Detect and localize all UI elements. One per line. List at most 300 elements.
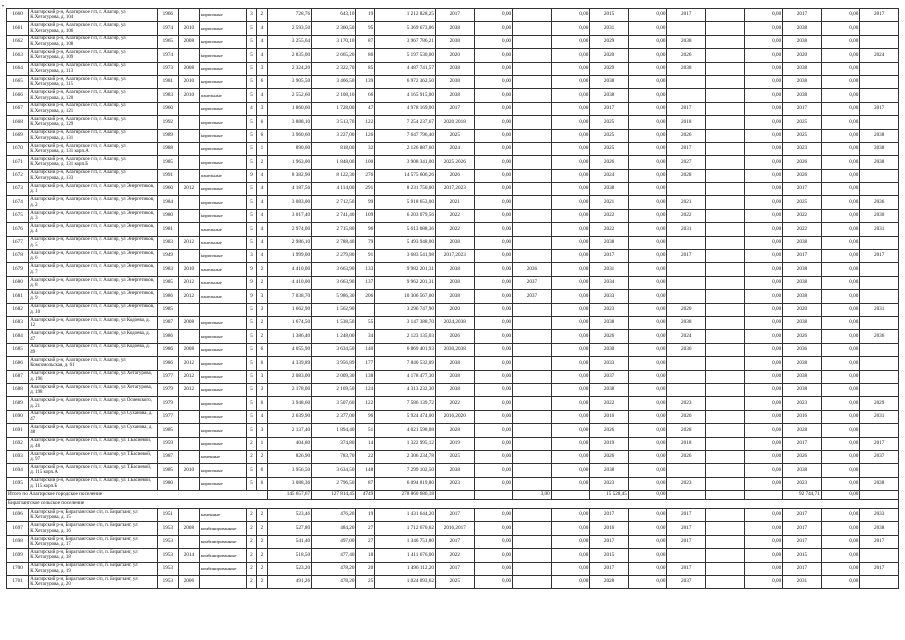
cell-c19: 0,00: [744, 156, 783, 169]
cell-c20: 2017: [783, 102, 822, 115]
cell-num: 1681: [7, 290, 29, 303]
cell-area_living: 2 715,80: [312, 223, 356, 236]
cell-c19: 0,00: [744, 250, 783, 263]
cell-residents: 32: [356, 142, 375, 155]
cell-c17: 2017: [667, 535, 706, 548]
cell-residents: 66: [356, 89, 375, 102]
cell-address: Алагирский р-н, Алагирское г/п, г. Алагир, ул Суханова, д. 48: [29, 424, 158, 437]
cell-c20: 2023: [783, 477, 822, 490]
cell-address: Алагирский р-н, Алагирское г/п, г. Алагир, ул Т.Басиевой, д. 48: [29, 437, 158, 450]
cell-num: 1664: [7, 62, 29, 75]
cell-year_built: 1986: [157, 357, 178, 370]
cell-area_living: 3 513,70: [312, 116, 356, 129]
cell-cost: 9 962 201,31: [375, 276, 436, 289]
cell-c14: 0,00: [551, 410, 590, 423]
cell-c18: [706, 223, 745, 236]
cell-address: Алагирский р-н, Алагирское г/п, г. Алагир, ул Энергетиков, д. 6: [29, 250, 158, 263]
cell-c22: 2031: [860, 223, 899, 236]
cell-residents: 27: [356, 522, 375, 535]
cell-year_plan: 2024: [435, 142, 474, 155]
cell-floors: 2: [246, 535, 257, 548]
cell-entrances: 2: [257, 522, 268, 535]
cell-residents: 25: [356, 576, 375, 589]
cell-c21: 0,00: [821, 303, 860, 316]
cell-c12: 0,00: [474, 397, 513, 410]
cell-wall: кирпичные: [199, 35, 246, 48]
cell-cost: 6 972 362,50: [375, 75, 436, 88]
cell-c18: [706, 209, 745, 222]
total-empty: [667, 491, 706, 500]
cell-year_built: 1977: [157, 410, 178, 423]
cell-c20: 2038: [783, 22, 822, 35]
cell-c17: 2037: [667, 576, 706, 589]
cell-c17: 2017: [667, 562, 706, 575]
cell-cost: 5 613 088,36: [375, 223, 436, 236]
cell-c21: 0,00: [821, 535, 860, 548]
cell-c13: [513, 209, 552, 222]
cell-c16: 0,00: [628, 410, 667, 423]
cell-entrances: 2: [257, 276, 268, 289]
cell-c15: 2019: [590, 437, 629, 450]
cell-area_total: 491,26: [267, 576, 311, 589]
cell-floors: 2: [246, 562, 257, 575]
cell-area_total: 8 382,90: [267, 169, 311, 182]
cell-c12: 0,00: [474, 250, 513, 263]
cell-c15: 2031: [590, 263, 629, 276]
cell-cost: 3 296 747,90: [375, 303, 436, 316]
cell-address: Алагирский р-н, Бирагзангское с/п, п. Бирагзанг, ул К.Хетагурова, д. 20: [29, 576, 158, 589]
cell-area_total: 4 055,90: [267, 343, 311, 356]
cell-floors: 5: [246, 330, 257, 343]
cell-num: 1688: [7, 383, 29, 396]
cell-c21: 0,00: [821, 49, 860, 62]
cell-c21: 0,00: [821, 263, 860, 276]
cell-c22: 2033: [860, 509, 899, 522]
cell-c20: 2017: [783, 250, 822, 263]
cell-c16: 0,00: [628, 509, 667, 522]
cell-year_built: 1974: [157, 49, 178, 62]
cell-c21: 0,00: [821, 250, 860, 263]
cell-residents: 51: [356, 424, 375, 437]
cell-c19: 0,00: [744, 116, 783, 129]
cell-c19: 0,00: [744, 303, 783, 316]
cell-c17: 2028: [667, 169, 706, 182]
table-row: [7, 156, 899, 169]
cell-area_total: 7 038,70: [267, 290, 311, 303]
cell-c13: [513, 522, 552, 535]
cell-c15: 2031: [590, 22, 629, 35]
cell-address: Алагирский р-н, Алагирское г/п, г. Алагир, ул Кодоева, д. 49: [29, 343, 158, 356]
cell-area_total: 4 410,00: [267, 263, 311, 276]
cell-residents: 126: [356, 129, 375, 142]
cell-c21: 0,00: [821, 397, 860, 410]
cell-c15: 2028: [590, 576, 629, 589]
cell-c14: 0,00: [551, 522, 590, 535]
cell-num: 1673: [7, 183, 29, 196]
cell-c22: 2024: [860, 49, 899, 62]
cell-area_living: 478,20: [312, 562, 356, 575]
cell-cost: 1 712 670,62: [375, 522, 436, 535]
cell-year_plan: 2017: [435, 535, 474, 548]
cell-year_renov: [178, 410, 199, 423]
cell-c18: [706, 330, 745, 343]
table-row: [7, 437, 899, 450]
cell-c22: [860, 276, 899, 289]
cell-year_plan: 2026: [435, 169, 474, 182]
cell-c15: 2015: [590, 549, 629, 562]
cell-c21: 0,00: [821, 370, 860, 383]
cell-year_renov: 2012: [178, 276, 199, 289]
cell-c15: 2025: [590, 129, 629, 142]
cell-wall: кирпичные: [199, 196, 246, 209]
cell-c15: 2020: [590, 49, 629, 62]
cell-c16: 0,00: [628, 89, 667, 102]
cell-c21: 0,00: [821, 450, 860, 463]
cell-year_renov: [178, 129, 199, 142]
cell-year_plan: 2038: [435, 75, 474, 88]
cell-year_plan: 2017: [435, 562, 474, 575]
cell-c22: 2038: [860, 522, 899, 535]
cell-c16: 0,00: [628, 303, 667, 316]
cell-cost: 5 197 530,00: [375, 49, 436, 62]
cell-year_renov: 2008: [178, 316, 199, 329]
cell-year_built: 1983: [157, 263, 178, 276]
table-row: [7, 383, 899, 396]
cell-c19: 0,00: [744, 383, 783, 396]
cell-c19: 0,00: [744, 236, 783, 249]
cell-c15: 2017: [590, 102, 629, 115]
cell-c21: 0,00: [821, 102, 860, 115]
cell-c12: 0,00: [474, 450, 513, 463]
cell-residents: 137: [356, 276, 375, 289]
cell-area_total: 2 552,60: [267, 89, 311, 102]
cell-c14: 0,00: [551, 142, 590, 155]
cell-entrances: 2: [257, 330, 268, 343]
cell-address: Алагирский р-н, Алагирское г/п, г. Алагир, ул Т.Басиевой, д. 97: [29, 450, 158, 463]
cell-c21: 0,00: [821, 343, 860, 356]
cell-wall: кирпичные: [199, 62, 246, 75]
cell-c19: 0,00: [744, 290, 783, 303]
cell-wall: кирпичные: [199, 397, 246, 410]
cell-residents: 34: [356, 330, 375, 343]
table-row: [7, 522, 899, 535]
cell-c16: 0,00: [628, 343, 667, 356]
cell-num: 1686: [7, 357, 29, 370]
cell-c14: 0,00: [551, 549, 590, 562]
table-row: [7, 464, 899, 477]
cell-c22: 2017: [860, 535, 899, 548]
cell-c20: 2023: [783, 397, 822, 410]
cell-area_total: 1 999,00: [267, 250, 311, 263]
cell-num: 1665: [7, 75, 29, 88]
cell-floors: 5: [246, 477, 257, 490]
cell-c22: [860, 316, 899, 329]
cell-wall: каменные: [199, 509, 246, 522]
cell-c19: 0,00: [744, 49, 783, 62]
cell-c22: [860, 236, 899, 249]
cell-c12: 0,00: [474, 9, 513, 22]
cell-c14: 0,00: [551, 49, 590, 62]
cell-c17: 2017: [667, 522, 706, 535]
cell-c12: 0,00: [474, 535, 513, 548]
cell-c17: [667, 183, 706, 196]
cell-area_living: 3 663,90: [312, 263, 356, 276]
cell-num: 1685: [7, 343, 29, 356]
table-row: [7, 49, 899, 62]
cell-floors: 5: [246, 464, 257, 477]
cell-c15: 2024: [590, 169, 629, 182]
cell-c19: 0,00: [744, 62, 783, 75]
cell-c19: 0,00: [744, 142, 783, 155]
cell-residents: 139: [356, 75, 375, 88]
cell-c13: [513, 142, 552, 155]
cell-year_renov: [178, 209, 199, 222]
cell-area_total: 527,80: [267, 522, 311, 535]
cell-year_plan: 2038: [435, 236, 474, 249]
cell-c21: 0,00: [821, 330, 860, 343]
cell-year_renov: [178, 562, 199, 575]
cell-wall: кирпичные: [199, 22, 246, 35]
cell-entrances: 6: [257, 464, 268, 477]
cell-c14: 0,00: [551, 102, 590, 115]
cell-floors: 2: [246, 437, 257, 450]
cell-area_total: 2 974,00: [267, 223, 311, 236]
cell-c17: 2023: [667, 477, 706, 490]
cell-num: 1690: [7, 410, 29, 423]
cell-c21: 0,00: [821, 169, 860, 182]
cell-cost: 1 411 676,00: [375, 549, 436, 562]
cell-c18: [706, 276, 745, 289]
cell-c20: 2022: [783, 223, 822, 236]
table-row: [7, 89, 899, 102]
cell-c16: 0,00: [628, 450, 667, 463]
cell-num: 1693: [7, 450, 29, 463]
cell-cost: 6 869 401,93: [375, 343, 436, 356]
cell-c17: [667, 357, 706, 370]
cell-c18: [706, 509, 745, 522]
cell-c12: 0,00: [474, 183, 513, 196]
cell-cost: 3 908 341,00: [375, 156, 436, 169]
cell-year_plan: 2025: [435, 129, 474, 142]
cell-c14: 0,00: [551, 370, 590, 383]
cell-wall: кирпичные: [199, 102, 246, 115]
cell-area_total: 2 137,40: [267, 424, 311, 437]
cell-c22: [860, 290, 899, 303]
cell-address: Алагирский р-н, Алагирское г/п, г. Алагир, ул Энергетиков, д. 5: [29, 236, 158, 249]
cell-c16: 0,00: [628, 142, 667, 155]
cell-c15: 2038: [590, 236, 629, 249]
cell-num: 1696: [7, 509, 29, 522]
cell-cost: 7 299 102,50: [375, 464, 436, 477]
cell-entrances: 1: [257, 437, 268, 450]
cell-c18: [706, 437, 745, 450]
cell-c12: 0,00: [474, 316, 513, 329]
cell-year_built: 1980: [157, 477, 178, 490]
cell-wall: кирпичные: [199, 383, 246, 396]
total-c15: 15 528,45: [590, 491, 629, 500]
cell-floors: 5: [246, 89, 257, 102]
table-row: [7, 450, 899, 463]
cell-year_renov: 2008: [178, 343, 199, 356]
cell-area_total: 2 083,00: [267, 370, 311, 383]
cell-c17: 2022: [667, 209, 706, 222]
cell-year_renov: [178, 437, 199, 450]
cell-c14: 0,00: [551, 62, 590, 75]
cell-address: Алагирский р-н, Алагирское г/п, г. Алагир, ул К.Хетагурова, д. 120: [29, 89, 158, 102]
cell-floors: 5: [246, 196, 257, 209]
total-residents: 4749: [356, 491, 375, 500]
cell-residents: [356, 303, 375, 316]
cell-area_total: 3 083,00: [267, 196, 311, 209]
cell-c16: 0,00: [628, 397, 667, 410]
cell-year_built: 1981: [157, 75, 178, 88]
cell-c13: [513, 183, 552, 196]
cell-c18: [706, 410, 745, 423]
cell-entrances: 4: [257, 22, 268, 35]
cell-area_living: 818,00: [312, 142, 356, 155]
cell-year_built: 1983: [157, 89, 178, 102]
cell-year_built: 1985: [157, 303, 178, 316]
cell-num: 1669: [7, 129, 29, 142]
cell-c16: 0,00: [628, 477, 667, 490]
cell-c14: 0,00: [551, 223, 590, 236]
cell-c22: 2017: [860, 9, 899, 22]
cell-c12: 0,00: [474, 576, 513, 589]
cell-area_living: 2 788,40: [312, 236, 356, 249]
cell-area_living: 1 538,50: [312, 316, 356, 329]
cell-c19: 0,00: [744, 477, 783, 490]
cell-c14: 0,00: [551, 196, 590, 209]
cell-floors: 9: [246, 263, 257, 276]
cell-num: 1674: [7, 196, 29, 209]
cell-c18: [706, 397, 745, 410]
total-c13: 3,00: [513, 491, 552, 500]
cell-num: 1675: [7, 209, 29, 222]
cell-c18: [706, 464, 745, 477]
cell-address: Алагирский р-н, Алагирское г/п, г. Алагир, ул Энергетиков, д. 2: [29, 196, 158, 209]
cell-year_built: 1960: [157, 102, 178, 115]
cell-c22: 2031: [860, 303, 899, 316]
total-c16: 0,00: [628, 491, 667, 500]
cell-entrances: 3: [257, 424, 268, 437]
cell-c19: 0,00: [744, 223, 783, 236]
cell-wall: кирпичные: [199, 209, 246, 222]
register-table: [6, 8, 899, 589]
cell-c15: 2038: [590, 183, 629, 196]
cell-year_renov: [178, 156, 199, 169]
cell-c22: 2037: [860, 450, 899, 463]
cell-year_built: 1987: [157, 316, 178, 329]
cell-floors: 5: [246, 142, 257, 155]
cell-area_living: 1 894,40: [312, 424, 356, 437]
cell-year_renov: 2012: [178, 383, 199, 396]
cell-year_renov: [178, 102, 199, 115]
table-row: [7, 35, 899, 48]
section-label: Бирагзангское сельское поселение: [7, 500, 899, 509]
cell-residents: 85: [356, 62, 375, 75]
cell-c22: 2038: [860, 156, 899, 169]
cell-cost: 1 024 093,62: [375, 576, 436, 589]
cell-c13: [513, 535, 552, 548]
cell-residents: 100: [356, 156, 375, 169]
cell-c18: [706, 549, 745, 562]
cell-c13: [513, 102, 552, 115]
cell-address: Алагирский р-н, Алагирское г/п, г. Алагир, ул К.Хетагурова, д. 133: [29, 169, 158, 182]
cell-address: Алагирский р-н, Алагирское г/п, г. Алагир, ул К.Хетагурова, д. 121: [29, 102, 158, 115]
cell-c20: 2017: [783, 183, 822, 196]
cell-c13: [513, 89, 552, 102]
cell-c17: 2017: [667, 509, 706, 522]
cell-year_renov: 2010: [178, 89, 199, 102]
cell-c14: 0,00: [551, 129, 590, 142]
cell-entrances: 4: [257, 35, 268, 48]
cell-area_living: 2 712,50: [312, 196, 356, 209]
cell-c22: 2017: [860, 102, 899, 115]
cell-c15: 2023: [590, 303, 629, 316]
cell-address: Алагирский р-н, Алагирское г/п, г. Алагир, ул Суханова, д. 47: [29, 410, 158, 423]
cell-c19: 0,00: [744, 9, 783, 22]
cell-area_living: 3 634,50: [312, 464, 356, 477]
cell-c19: 0,00: [744, 549, 783, 562]
cell-c13: 2036: [513, 263, 552, 276]
cell-address: Алагирский р-н, Алагирское г/п, г. Алагир, ул К.Хетагурова, д. 115: [29, 75, 158, 88]
cell-residents: 55: [356, 316, 375, 329]
cell-area_living: 2 279,80: [312, 250, 356, 263]
cell-c21: 0,00: [821, 116, 860, 129]
cell-c22: [860, 549, 899, 562]
cell-c14: 0,00: [551, 316, 590, 329]
cell-area_total: 2 986,10: [267, 236, 311, 249]
cell-c16: 0,00: [628, 424, 667, 437]
cell-c13: [513, 116, 552, 129]
cell-area_total: 3 255,64: [267, 35, 311, 48]
total-empty: [551, 491, 590, 500]
cell-c12: 0,00: [474, 464, 513, 477]
cell-c17: 2017: [667, 102, 706, 115]
cell-c17: 2024: [667, 330, 706, 343]
cell-year_renov: [178, 535, 199, 548]
cell-cost: 7 254 237,67: [375, 116, 436, 129]
cell-c13: [513, 343, 552, 356]
cell-floors: 5: [246, 22, 257, 35]
cell-c18: [706, 142, 745, 155]
cell-c21: 0,00: [821, 437, 860, 450]
cell-area_living: 1 848,00: [312, 156, 356, 169]
cell-year_built: 1984: [157, 196, 178, 209]
cell-wall: кирпичные: [199, 250, 246, 263]
cell-year_plan: 2038: [435, 383, 474, 396]
cell-year_renov: 2008: [178, 35, 199, 48]
cell-area_living: 1 562,90: [312, 303, 356, 316]
cell-c14: 0,00: [551, 343, 590, 356]
table-row: [7, 424, 899, 437]
cell-year_plan: 2022: [435, 209, 474, 222]
table-row: [7, 102, 899, 115]
cell-c16: 0,00: [628, 236, 667, 249]
cell-entrances: 4: [257, 209, 268, 222]
cell-c13: [513, 509, 552, 522]
cell-year_renov: 2010: [178, 263, 199, 276]
cell-address: Алагирский р-н, Алагирское г/п, г. Алагир, ул К.Хетагурова, д. 131 корп.А: [29, 142, 158, 155]
cell-residents: 47: [356, 102, 375, 115]
cell-area_total: 728,76: [267, 9, 311, 22]
cell-c12: 0,00: [474, 424, 513, 437]
cell-c19: 0,00: [744, 22, 783, 35]
cell-area_living: 478,20: [312, 576, 356, 589]
cell-c21: 0,00: [821, 383, 860, 396]
cell-c15: 2037: [590, 370, 629, 383]
cell-wall: панельные: [199, 263, 246, 276]
